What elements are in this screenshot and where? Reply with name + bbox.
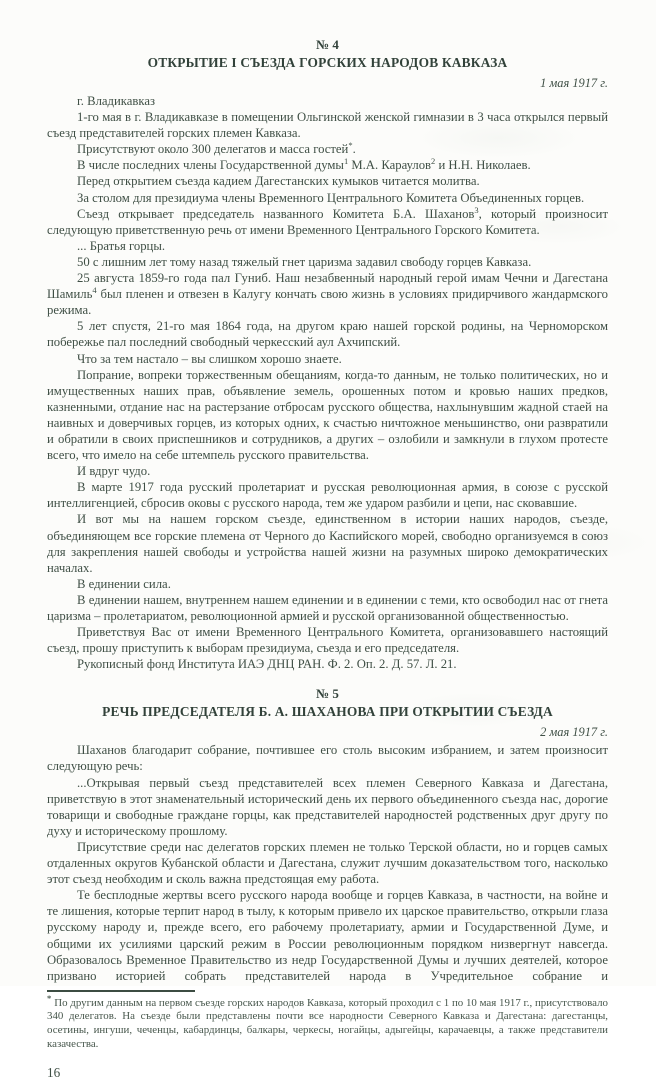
paragraph: Те бесплодные жертвы всего русского народа вообще и горцев Кавказа, в частности, на войне и те лишения, которые терпит народ в тылу, к которым привело их царское правительство, открыли глаза русскому народу и, прежде всего, его рабочему пролетариату, армии и Государственной Думе, и общими их усилиями царский режим в России революционным порядком низвергнут навсегда. Образовалось Временное Правительство из недр Государственной Думы и лучших деятелей, которое призвано историей собрать представителей народа в Учредительное собрание и: [47, 888, 608, 983]
footnote-text: По другим данным на первом съезде горских народов Кавказа, который проходил с 1 по 10 мая 1917 г., присутствовало 340 делегатов. На съезде были представлены почти все народности Северного Кавказа и Дагестана: дагестанцы, осетины, ингуши, чеченцы, кабардинцы, балкары, черкесы, ногайцы, адыгейцы, карачаевцы, а также представители казачества.: [47, 996, 608, 1050]
paragraph: Что за тем настало – вы слишком хорошо знаете.: [77, 351, 342, 366]
paragraph: Съезд открывает председатель названного Комитета Б.А. Шаханов$^3$, который произносит следующую приветственную речь от имени Временного Центрального Горского Комитета.: [47, 204, 608, 237]
document-5-date: 2 мая 1917 г.: [540, 725, 608, 740]
paragraph: Перед открытием съезда кадием Дагестанских кумыков читается молитва.: [77, 174, 480, 189]
paragraph: В единении сила.: [77, 576, 171, 591]
document-4: [47, 36, 608, 672]
paragraph: ...Открывая первый съезд представителей всех племен Северного Кавказа и Дагестана, приветствую в этот знаменательный исторический день их первого объединенного съезда нас, дорогие товарищи и свободные граждане горцы, как представителей народностей родственных друг другу по духу и историческому прошлому.: [47, 775, 608, 838]
paragraph: Присутствие среди нас делегатов горских племен не только Терской области, но и горцев самых отдаленных округов Кубанской области и Дагестана, служит лучшим доказательством того, насколько этот съезд необходим и сколь важна предстоящая ему работа.: [47, 839, 608, 887]
document-4-title: ОТКРЫТИЕ I СЪЕЗДА ГОРСКИХ НАРОДОВ КАВКАЗА: [147, 55, 508, 70]
paragraph: Приветствуя Вас от имени Временного Центрального Комитета, организовавшего настоящий съезд, прошу приступить к выборам президиума, съезда и его председателя.: [47, 625, 608, 656]
paragraph: Шаханов благодарит собрание, почтившее его столь высоким избранием, и затем произносит следующую речь:: [47, 743, 608, 774]
page-number: 16: [47, 1065, 61, 1081]
footnote-separator: [47, 990, 195, 992]
paragraph: И вдруг чудо.: [77, 464, 151, 479]
footnote-marker: *: [47, 993, 52, 1004]
paragraph: ... Братья горцы.: [77, 238, 166, 253]
paragraph: 1-го мая в г. Владикавказе в помещении Ольгинской женской гимназии в 3 часа открылся первый съезд представителей горских племен Кавказа.: [47, 110, 608, 141]
paragraph: Рукописный фонд Института ИАЭ ДНЦ РАН. Ф. 2. Оп. 2. Д. 57. Л. 21.: [77, 657, 457, 672]
paragraph: В единении нашем, внутреннем нашем единении и в единении с теми, кто освободил нас от гнета царизма – пролетариатом, революционной армией и русской организованной общественностью.: [47, 592, 608, 623]
paragraph: И вот мы на нашем горском съезде, единственном в истории наших народов, съезде, объединяющем все горские племена от Черного до Каспийского морей, свободно организуемся в союз для закрепления нашей свободы и устройства нашей жизни на разумных широко демократических началах.: [47, 512, 608, 575]
paragraph: 25 августа 1859-го года пал Гуниб. Наш незабвенный народный герой имам Чечни и Дагестана Шамиль$^4$ был пленен и отвезен в Калугу кончать свою жизнь в условиях придирчивого жандармского режима.: [47, 271, 608, 318]
footnote-block: [47, 984, 608, 1081]
document-5: [47, 685, 608, 983]
document-5-title: РЕЧЬ ПРЕДСЕДАТЕЛЯ Б. А. ШАХАНОВА ПРИ ОТКРЫТИИ СЪЕЗДА: [102, 704, 553, 720]
paragraph: 5 лет спустя, 21-го мая 1864 года, на другом краю нашей горской родины, на Черноморском побережье пал последний свободный черкесский аул Ахчипский.: [47, 319, 608, 350]
footnote: [47, 993, 608, 1051]
paragraph: За столом для президиума члены Временного Центрального Комитета Объединенных горцев.: [77, 190, 585, 205]
paragraph: Присутствуют около 300 делегатов и масса гостей*.: [77, 140, 356, 157]
paragraph: Попрание, вопреки торжественным обещаниям, когда-то данным, не только политических, но и имущественных наших прав, объявление земель, орошенных потом и кровью наших предков, казненными, отдание нас на растерзание отбросам русского общества, нахлынувшим жадной стаей на наивных и доверчивых горцев, из которых одних, к счастью ничтожное меньшинство, они развратили и обратили в своих приспешников и сотрудников, а других – озлобили и замкнули в глухом протесте всего, что имело на себе штемпель русского правительства.: [47, 367, 608, 463]
document-4-number: № 4: [316, 37, 339, 52]
paragraph: г. Владикавказ: [77, 94, 155, 108]
paragraph: В числе последних члены Государственной думы$^1$ М.А. Караулов$^2$ и Н.Н. Николаев.: [77, 156, 531, 173]
paragraph: В марте 1917 года русский пролетариат и русская революционная армия, в союзе с русской интеллигенцией, сбросив оковы с русского народа, тем же ударом разбили и цепи, нас сковавшие.: [47, 480, 608, 511]
paragraph: 50 с лишним лет тому назад тяжелый гнет царизма задавил свободу горцев Кавказа.: [77, 254, 532, 269]
document-4-date: 1 мая 1917 г.: [540, 76, 608, 90]
document-5-body: [47, 742, 608, 983]
document-5-number: № 5: [316, 686, 339, 702]
document-4-body: [47, 93, 608, 672]
